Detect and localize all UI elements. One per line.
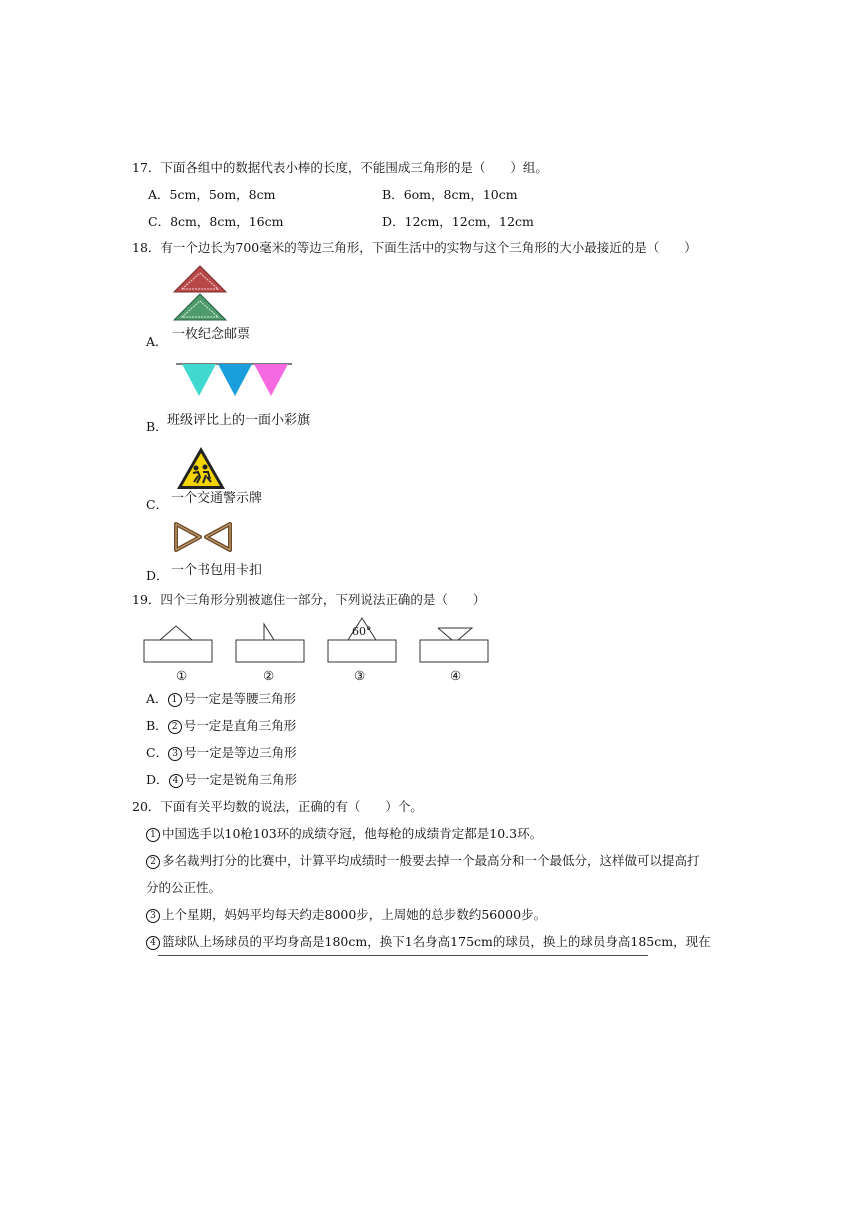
q20-item-4: 4 篮球队上场球员的平均身高是180cm，换下1名身高175cm的球员，换上的球员身高185cm，现在 <box>146 936 711 950</box>
q18-option-b-label: B． <box>146 419 168 434</box>
pennant-flags-icon <box>176 360 292 400</box>
q17-option-b: B．6om，8cm，10cm <box>382 187 518 202</box>
q17-stem: 17．下面各组中的数据代表小棒的长度，不能围成三角形的是（ ）组。 <box>132 160 548 175</box>
q18-stem: 18．有一个边长为700毫米的等边三角形，下面生活中的实物与这个三角形的大小最接近的是（ ） <box>132 240 697 255</box>
q19-option-d: D． 4 号一定是锐角三角形 <box>146 772 298 787</box>
q19-figure-4-num: ④ <box>450 668 462 683</box>
q17-option-c: C．8cm，8cm，16cm <box>148 214 284 229</box>
bag-buckle-icon <box>172 520 234 554</box>
circled-number: 1 <box>146 828 160 842</box>
q19-triangle-figures <box>140 612 500 672</box>
q19-figure-2-num: ② <box>263 668 275 683</box>
q18-option-d-text: 一个书包用卡扣 <box>171 563 263 578</box>
q19-option-b: B． 2 号一定是直角三角形 <box>146 718 297 733</box>
warning-sign-icon <box>176 446 226 490</box>
q19-figure-3-angle: 60° <box>352 625 372 638</box>
circled-number: 4 <box>169 774 183 788</box>
q18-option-a-label: A． <box>146 334 168 349</box>
q18-option-d-label: D． <box>146 568 169 583</box>
q20-item-2: 2 多名裁判打分的比赛中，计算平均成绩时一般要去掉一个最高分和一个最低分，这样做可以提高打 <box>146 855 700 869</box>
q20-item-3: 3 上个星期，妈妈平均每天约走8000步，上周她的总步数约56000步。 <box>146 909 546 923</box>
q17-option-a: A．5cm，5om，8cm <box>148 187 276 202</box>
stamp-icon <box>172 264 228 324</box>
q19-figure-3-num: ③ <box>354 668 366 683</box>
q18-option-c-text: 一个交通警示牌 <box>171 491 263 506</box>
circled-number: 2 <box>146 855 160 869</box>
circled-number: 3 <box>146 909 160 923</box>
q18-option-b-text: 班级评比上的一面小彩旗 <box>167 413 311 428</box>
q17-option-d: D．12cm，12cm，12cm <box>382 214 534 229</box>
circled-number: 2 <box>168 720 182 734</box>
q19-stem: 19．四个三角形分别被遮住一部分，下列说法正确的是（ ） <box>132 592 486 607</box>
circled-number: 4 <box>146 936 160 950</box>
q19-option-c: C． 3 号一定是等边三角形 <box>146 745 297 760</box>
q20-item-1: 1 中国选手以10枪103环的成绩夺冠，他每枪的成绩肯定都是10.3环。 <box>146 828 542 842</box>
circled-number: 1 <box>168 693 182 707</box>
q18-option-a-text: 一枚纪念邮票 <box>172 327 251 342</box>
q20-item-2-cont: 分的公正性。 <box>146 880 222 895</box>
q19-figure-1-num: ① <box>176 668 188 683</box>
q18-option-c-label: C． <box>146 497 169 512</box>
circled-number: 3 <box>168 747 182 761</box>
q20-stem: 20．下面有关平均数的说法，正确的有（ ）个。 <box>132 799 423 814</box>
q19-option-a: A． 1 号一定是等腰三角形 <box>146 691 297 706</box>
page-cut-line <box>158 955 648 956</box>
